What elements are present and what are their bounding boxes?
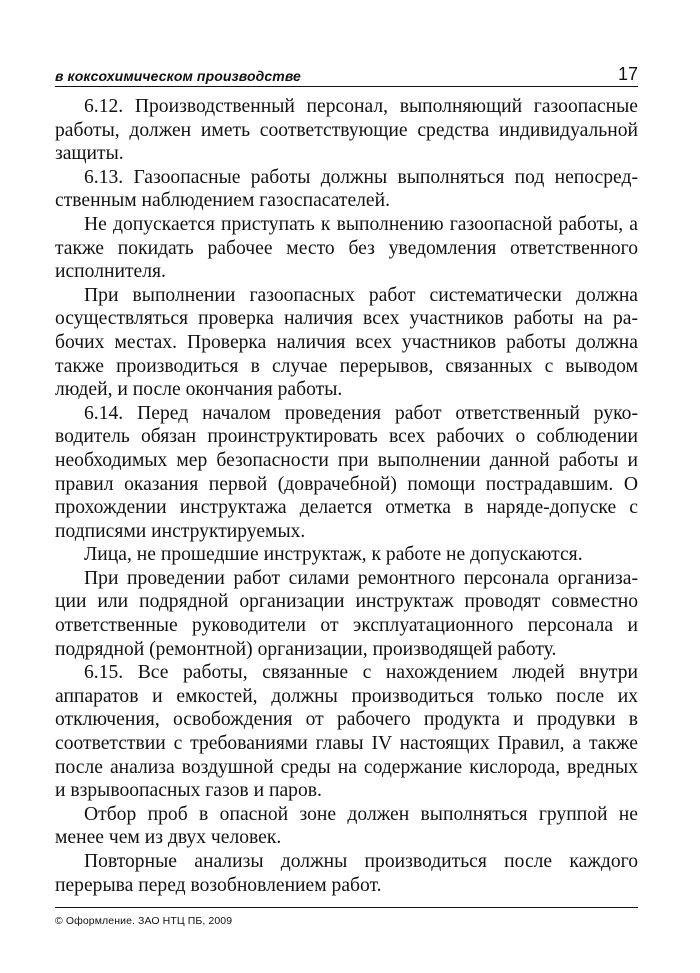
paragraph: При выполнении газоопасных работ систематически должна осуществляться проверка наличия всех участников работы на рабочих местах. Проверка наличия всех участников работы должна также производиться в случае перерывов, связанных с выводом людей, и после окончания работы. xyxy=(55,284,638,401)
paragraph-6-12: 6.12. Производственный персонал, выполняющий газоопасные работы, должен иметь соответствующие средства индивидуальной защиты. xyxy=(55,96,638,165)
paragraph: При проведении работ силами ремонтного персонала организации или подрядной организации инструктаж проводят совместно ответственные руководители от эксплуатационного персонала и подрядной (ремонтной) организации, производящей работу. xyxy=(55,567,638,660)
paragraph: Отбор проб в опасной зоне должен выполняться группой не менее чем из двух человек. xyxy=(55,803,638,849)
paragraph: Не допускается приступать к выполнению газоопасной работы, а также покидать рабочее место без уведомления ответственного исполнителя. xyxy=(55,213,638,283)
paragraph: Повторные анализы должны производиться после каждого перерыва перед возобновлением работ. xyxy=(55,851,638,896)
running-header xyxy=(55,62,638,87)
copyright-notice: © Оформление. ЗАО НТЦ ПБ, 2009 xyxy=(55,915,233,927)
paragraph-6-13: 6.13. Газоопасные работы должны выполняться под непосредственным наблюдением газоспасателей. xyxy=(55,166,638,212)
paragraph-6-15: 6.15. Все работы, связанные с нахождением людей внутри аппаратов и емкостей, должны производиться только после их отключения, освобождения от рабочего продукта и продувки в соответствии с требованиями главы IV настоящих Правил, а также после анализа воздушной среды на содержание кислорода, вредных и взрывоопасных газов и паров. xyxy=(55,662,638,802)
paragraph: Лица, не прошедшие инструктаж, к работе не допускаются. xyxy=(84,544,583,566)
running-header-title: в коксохимическом производстве xyxy=(55,68,301,84)
page-number: 17 xyxy=(617,64,638,84)
body-text xyxy=(55,95,638,897)
document-page xyxy=(55,62,638,897)
page-footer xyxy=(55,907,638,929)
paragraph-6-14: 6.14. Перед началом проведения работ ответственный руководитель обязан проинструктировать всех рабочих о соблюдении необходимых мер безопасности при выполнении данной работы и правил оказания первой (доврачебной) помощи пострадавшим. О прохождении инструктажа делается отметка в наряде-допуске с подписями инструктируемых. xyxy=(55,402,638,542)
